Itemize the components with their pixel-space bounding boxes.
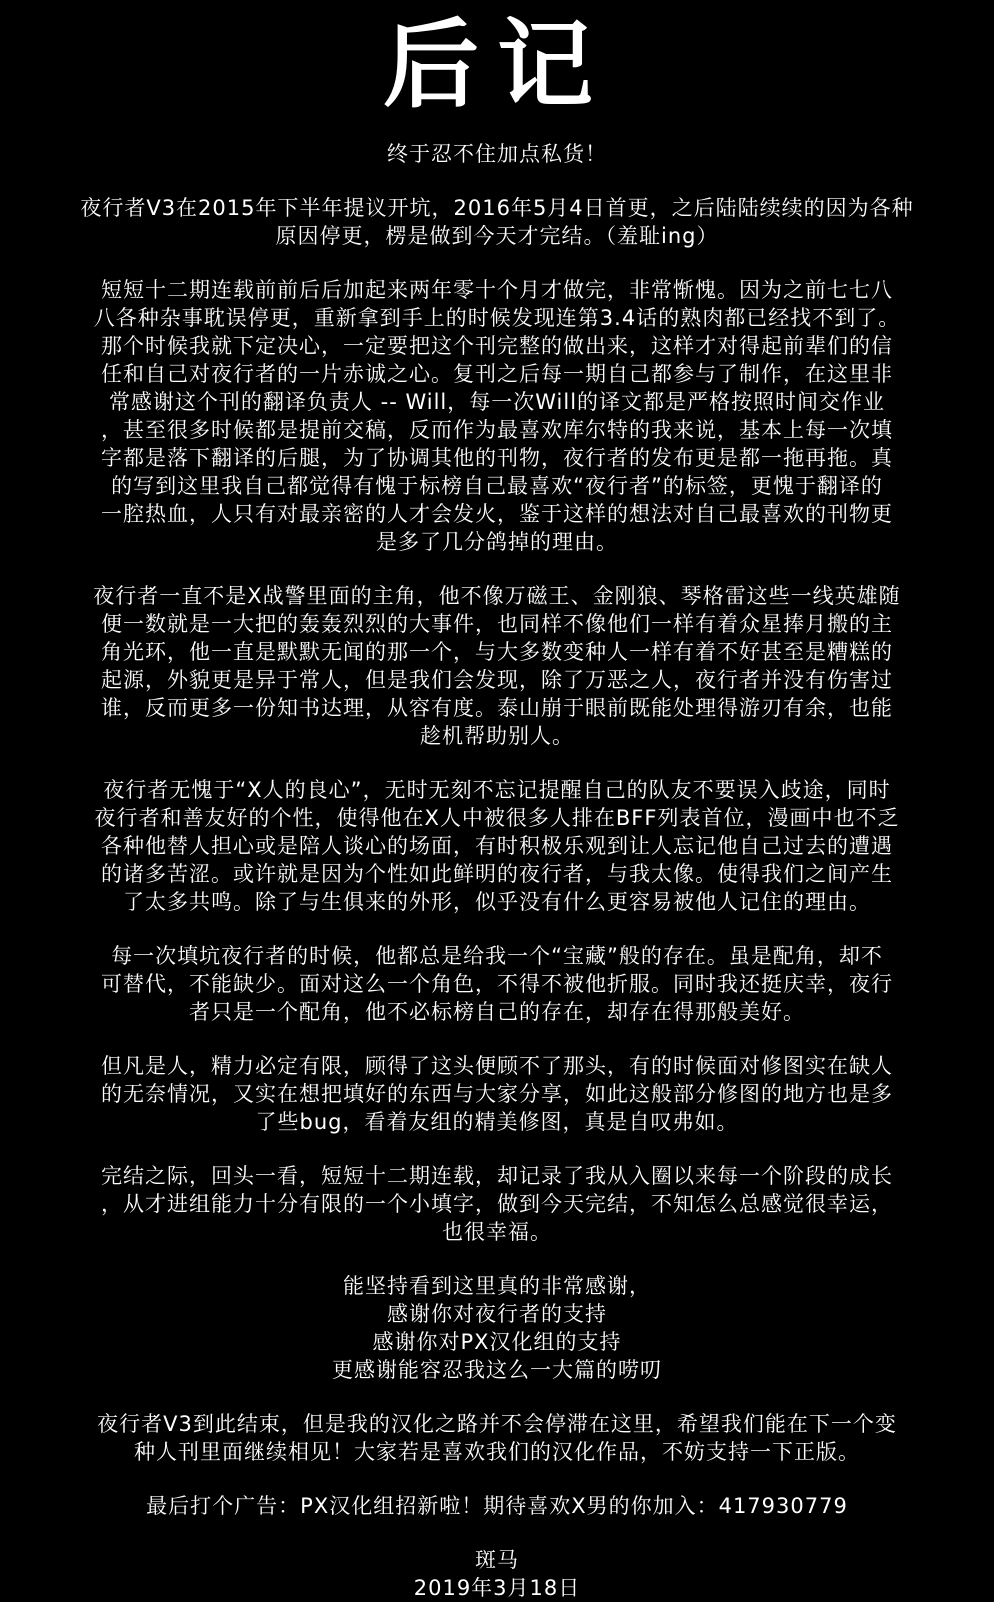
- paragraph-line: ，甚至很多时候都是提前交稿，反而作为最喜欢库尔特的我来说，基本上每一次填: [101, 418, 893, 442]
- paragraph-line: 的诸多苦涩。或许就是因为个性如此鲜明的夜行者，与我太像。使得我们之间产生: [101, 862, 893, 886]
- paragraph-line: 字都是落下翻译的后腿，为了协调其他的刊物，夜行者的发布更是都一拖再拖。真: [101, 446, 893, 470]
- paragraph-line: 夜行者一直不是X战警里面的主角，他不像万磁王、金刚狼、琴格雷这些一线英雄随: [93, 584, 901, 608]
- paragraph-line: ，从才进组能力十分有限的一个小填字，做到今天完结，不知怎么总感觉很幸运，: [101, 1192, 893, 1216]
- paragraph-line: 每一次填坑夜行者的时候，他都总是给我一个“宝藏”般的存在。虽是配角，却不: [111, 944, 883, 968]
- body-paragraph: [44, 776, 950, 916]
- paragraph-line: 了太多共鸣。除了与生俱来的外形，似乎没有什么更容易被他人记住的理由。: [123, 890, 871, 914]
- paragraph-line: 各种他替人担心或是陪人谈心的场面，有时积极乐观到让人忘记他自己过去的遭遇: [101, 834, 893, 858]
- body-paragraph: [44, 582, 950, 750]
- afterword-body: [44, 140, 950, 1602]
- closing-paragraph: [44, 1410, 950, 1466]
- paragraph-line: 短短十二期连载前前后后加起来两年零十个月才做完，非常惭愧。因为之前七七八: [101, 278, 893, 302]
- paragraph-line: 也很幸福。: [442, 1220, 552, 1244]
- thanks-line: 更感谢能容忍我这么一大篇的唠叨: [332, 1358, 662, 1382]
- paragraph-line: 了些bug，看着友组的精美修图，真是自叹弗如。: [255, 1110, 739, 1134]
- thanks-line: 感谢你对PX汉化组的支持: [372, 1330, 622, 1354]
- closing-line: 种人刊里面继续相见！大家若是喜欢我们的汉化作品，不妨支持一下正版。: [134, 1440, 860, 1464]
- thanks-line: 感谢你对夜行者的支持: [387, 1302, 607, 1326]
- body-paragraph: [44, 194, 950, 250]
- paragraph-line: 趁机帮助别人。: [420, 724, 574, 748]
- thanks-block: [44, 1272, 950, 1384]
- signature: [44, 1546, 950, 1602]
- paragraph-line: 角光环，他一直是默默无闻的那一个，与大多数变种人一样有着不好甚至是糟糕的: [101, 640, 893, 664]
- paragraph-line: 是多了几分鸽掉的理由。: [376, 530, 618, 554]
- recruitment-ad: 最后打个广告：PX汉化组招新啦！期待喜欢X男的你加入：417930779: [146, 1494, 848, 1518]
- paragraph-list: [44, 194, 950, 1246]
- paragraph-line: 一腔热血，人只有对最亲密的人才会发火，鉴于这样的想法对自己最喜欢的刊物更: [101, 502, 893, 526]
- paragraph-line: 完结之际，回头一看，短短十二期连载，却记录了我从入圈以来每一个阶段的成长: [101, 1164, 893, 1188]
- page-title: 后记: [383, 8, 611, 121]
- body-paragraph: [44, 1162, 950, 1246]
- paragraph-line: 但凡是人，精力必定有限，顾得了这头便顾不了那头，有的时候面对修图实在缺人: [101, 1054, 893, 1078]
- paragraph-line: 原因停更，楞是做到今天才完结。（羞耻ing）: [275, 224, 719, 248]
- paragraph-line: 便一数就是一大把的轰轰烈烈的大事件，也同样不像他们一样有着众星捧月搬的主: [101, 612, 893, 636]
- paragraph-line: 常感谢这个刊的翻译负责人 -- Will，每一次Will的译文都是严格按照时间交作业: [108, 390, 886, 414]
- closing-line: 夜行者V3到此结束，但是我的汉化之路并不会停滞在这里，希望我们能在下一个变: [97, 1412, 897, 1436]
- paragraph-line: 的无奈情况，又实在想把填好的东西与大家分享，如此这般部分修图的地方也是多: [101, 1082, 893, 1106]
- paragraph-line: 者只是一个配角，他不必标榜自己的存在，却存在得那般美好。: [189, 1000, 805, 1024]
- paragraph-line: 的写到这里我自己都觉得有愧于标榜自己最喜欢“夜行者”的标签，更愧于翻译的: [111, 474, 883, 498]
- author-name: 斑马: [475, 1548, 519, 1572]
- paragraph-line: 任和自己对夜行者的一片赤诚之心。复刊之后每一期自己都参与了制作，在这里非: [101, 362, 893, 386]
- paragraph-line: 那个时候我就下定决心，一定要把这个刊完整的做出来，这样才对得起前辈们的信: [101, 334, 893, 358]
- paragraph-line: 夜行者V3在2015年下半年提议开坑，2016年5月4日首更，之后陆陆续续的因为各种: [80, 196, 914, 220]
- body-paragraph: [44, 942, 950, 1026]
- paragraph-line: 可替代，不能缺少。面对这么一个角色，不得不被他折服。同时我还挺庆幸，夜行: [101, 972, 893, 996]
- intro-line: 终于忍不住加点私货！: [387, 142, 607, 166]
- paragraph-line: 夜行者无愧于“X人的良心”，无时无刻不忘记提醒自己的队友不要误入歧途，同时: [103, 778, 891, 802]
- paragraph-line: 起源，外貌更是异于常人，但是我们会发现，除了万恶之人，夜行者并没有伤害过: [101, 668, 893, 692]
- paragraph-line: 谁，反而更多一份知书达理，从容有度。泰山崩于眼前既能处理得游刃有余，也能: [101, 696, 893, 720]
- thanks-line: 能坚持看到这里真的非常感谢，: [343, 1274, 651, 1298]
- paragraph-line: 八各种杂事耽误停更，重新拿到手上的时候发现连第3.4话的熟肉都已经找不到了。: [93, 306, 901, 330]
- signature-date: 2019年3月18日: [413, 1576, 581, 1600]
- body-paragraph: [44, 1052, 950, 1136]
- body-paragraph: [44, 276, 950, 556]
- paragraph-line: 夜行者和善友好的个性，使得他在X人中被很多人排在BFF列表首位，漫画中也不乏: [94, 806, 900, 830]
